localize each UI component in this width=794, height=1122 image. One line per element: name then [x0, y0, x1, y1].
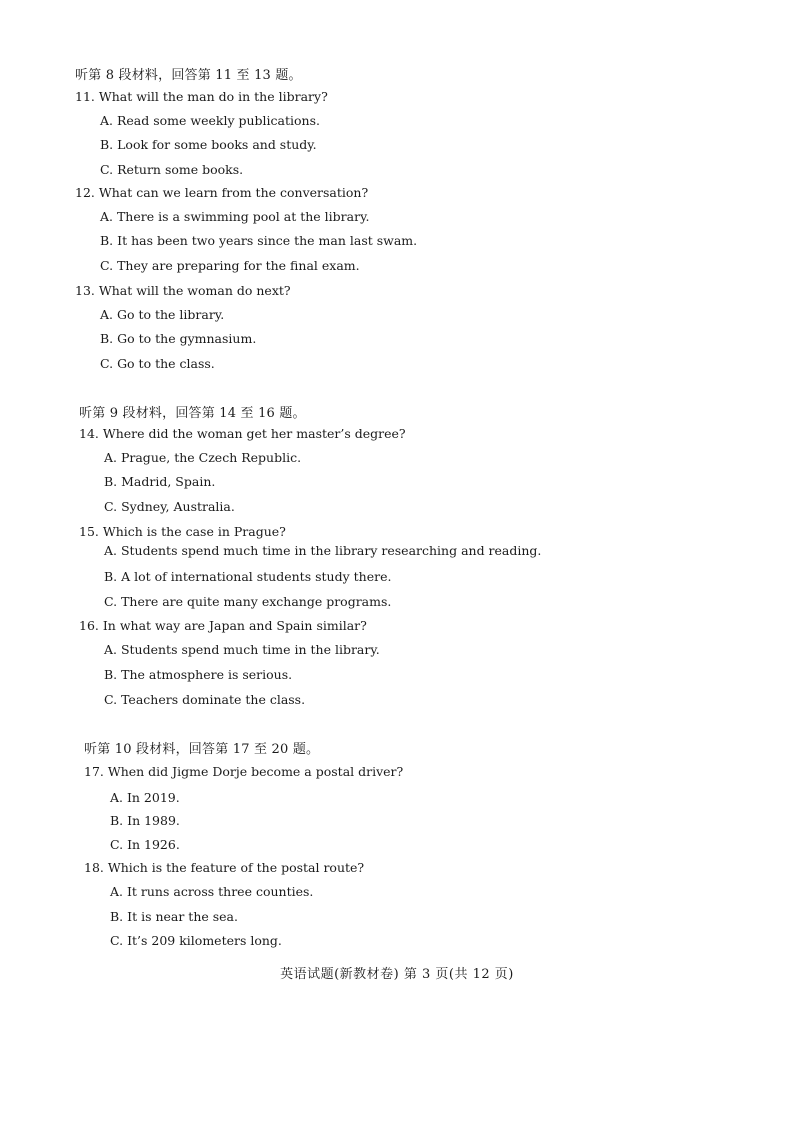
answer-option: B. The atmosphere is serious. [104, 667, 293, 682]
answer-option: A. Prague, the Czech Republic. [104, 450, 302, 465]
answer-option: C. Teachers dominate the class. [104, 692, 306, 707]
answer-option: C. Sydney, Australia. [104, 499, 235, 514]
answer-option: B. A lot of international students study there. [104, 569, 392, 584]
question-stem: 18. Which is the feature of the postal route? [84, 860, 365, 875]
question-stem: 16. In what way are Japan and Spain similar? [79, 618, 367, 633]
answer-option: A. It runs across three counties. [110, 884, 314, 899]
question-stem: 15. Which is the case in Prague? [79, 524, 286, 539]
answer-option: A. There is a swimming pool at the library. [100, 209, 370, 224]
answer-option: C. It’s 209 kilometers long. [110, 933, 282, 948]
section-heading: 听第 9 段材料，回答第 14 至 16 题。 [79, 406, 306, 421]
answer-option: C. Return some books. [100, 162, 244, 177]
answer-option: B. Look for some books and study. [100, 137, 317, 152]
answer-option: C. There are quite many exchange programs. [104, 594, 392, 609]
page-footer: 英语试题(新教材卷) 第 3 页(共 12 页) [280, 967, 514, 982]
section-heading: 听第 10 段材料，回答第 17 至 20 题。 [84, 742, 320, 757]
question-stem: 12. What can we learn from the conversation? [75, 185, 369, 200]
answer-option: C. In 1926. [110, 837, 180, 852]
section-heading: 听第 8 段材料，回答第 11 至 13 题。 [75, 68, 302, 83]
answer-option: A. Students spend much time in the library researching and reading. [104, 543, 542, 558]
question-stem: 14. Where did the woman get her master’s degree? [79, 426, 406, 441]
answer-option: B. Madrid, Spain. [104, 474, 216, 489]
answer-option: B. It has been two years since the man last swam. [100, 233, 418, 248]
question-stem: 11. What will the man do in the library? [75, 89, 328, 104]
answer-option: A. In 2019. [110, 790, 180, 805]
answer-option: B. It is near the sea. [110, 909, 238, 924]
answer-option: B. In 1989. [110, 813, 180, 828]
answer-option: C. They are preparing for the final exam. [100, 258, 360, 273]
answer-option: A. Read some weekly publications. [100, 113, 320, 128]
answer-option: B. Go to the gymnasium. [100, 331, 257, 346]
question-stem: 13. What will the woman do next? [75, 283, 291, 298]
answer-option: C. Go to the class. [100, 356, 215, 371]
answer-option: A. Students spend much time in the library. [104, 642, 380, 657]
question-stem: 17. When did Jigme Dorje become a postal driver? [84, 764, 404, 779]
answer-option: A. Go to the library. [100, 307, 225, 322]
